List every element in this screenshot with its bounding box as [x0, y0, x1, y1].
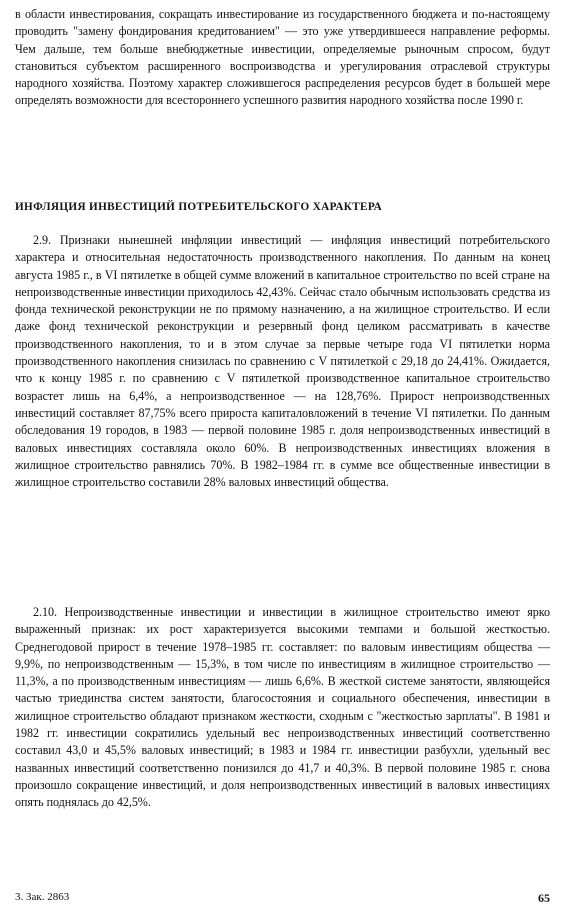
paragraph-2-10: 2.10. Непроизводственные инвестиции и инвестиции в жилищное строительство имеют ярко выраженный признак: их рост характеризуется высокими темпами и большой жесткостью. Среднегодовой прирост в течение 1978–1985 гг. составляет: по валовым инвестициям общества — 9,9%, по непроизводственным — 15,3%, в том числе по инвестициям в жилищное строительство — 11,3%, а по производственным инвестициям — лишь 6,6%. В жесткой системе занятости, являющейся частью триединства систем занятости, благосостояния и социального обеспечения, инвестиции в жилищное строительство обладают признаком жесткости, сходным с "жесткостью зарплаты". В 1981 и 1982 гг. инвестиции сократились удельный вес непроизводственных инвестиций соответственно составил 43,0 и 45,5% валовых инвестиций; в 1983 и 1984 гг. инвестиции разбухли, удельный вес названных инвестиций соответственно понизился до 41,7 и 40,3%. В первой половине 1985 г. снова произошло сокращение инвестиций, и доля непроизводственных инвестиций в валовых инвестициях опять поднялась до 42,5%. — [15, 605, 550, 810]
section-heading: ИНФЛЯЦИЯ ИНВЕСТИЦИЙ ПОТРЕБИТЕЛЬСКОГО ХАРАКТЕРА — [15, 201, 383, 213]
page-number: 65 — [538, 891, 550, 905]
paragraph-2-9-block — [15, 232, 550, 491]
paragraph-2-9: 2.9. Признаки нынешней инфляции инвестиций — инфляция инвестиций потребительского характера и относительная недостаточность производственного накопления. По данным на конец августа 1985 г., в VI пятилетке в общей сумме вложений в капитальное строительство по всей стране на непроизводственные инвестиции приходилось 42,43%. Сейчас стало обычным использовать средства из фонда технической реконструкции не по прямому назначению, а на жилищное строительство. И если даже фонд технической реконструкции и резервный фонд целиком рассматривать в качестве производственного накопления, то и в этом случае за первые четыре года VI пятилетки норма производственного накопления снизилась по сравнению с V пятилеткой с 29,18 до 24,41%. Ожидается, что к концу 1985 г. по сравнению с V пятилеткой производственное капитальное строительство возрастет лишь на 6,4%, а непроизводственное — на 128,76%. Прирост непроизводственных инвестиций составляет 87,75% всего прироста капиталовложений в течение VI пятилетки. По данным обследования 19 городов, в 1983 — первой половине 1985 г. доля непроизводственных инвестиций в валовых инвестициях составляла около 60%. В непроизводственных инвестициях вложения в жилищное строительство равнялись 70%. В 1982–1984 гг. в сумме все общественные инвестиции в жилищное строительство составили 28% валовых инвестиций общества. — [15, 233, 550, 490]
paragraph-2-10-block — [15, 604, 550, 812]
page-footer — [15, 891, 550, 909]
intro-paragraph: в области инвестирования, сокращать инвестирование из государственного бюджета и по-настоящему проводить "замену фондирования кредитованием" — это уже утвердившееся направление реформы. Чем дальше, тем больше внебюджетные инвестиции, определяемые рыночным спросом, будут становиться субъектом расширенного воспроизводства и урегулирования отраслевой структуры народного хозяйства. Поэтому характер сложившегося распределения ресурсов будет в большей мере определять возможности для всестороннего успешного развития народного хозяйства после 1990 г. — [15, 7, 550, 108]
print-order-mark: 3. Зак. 2863 — [15, 891, 70, 903]
